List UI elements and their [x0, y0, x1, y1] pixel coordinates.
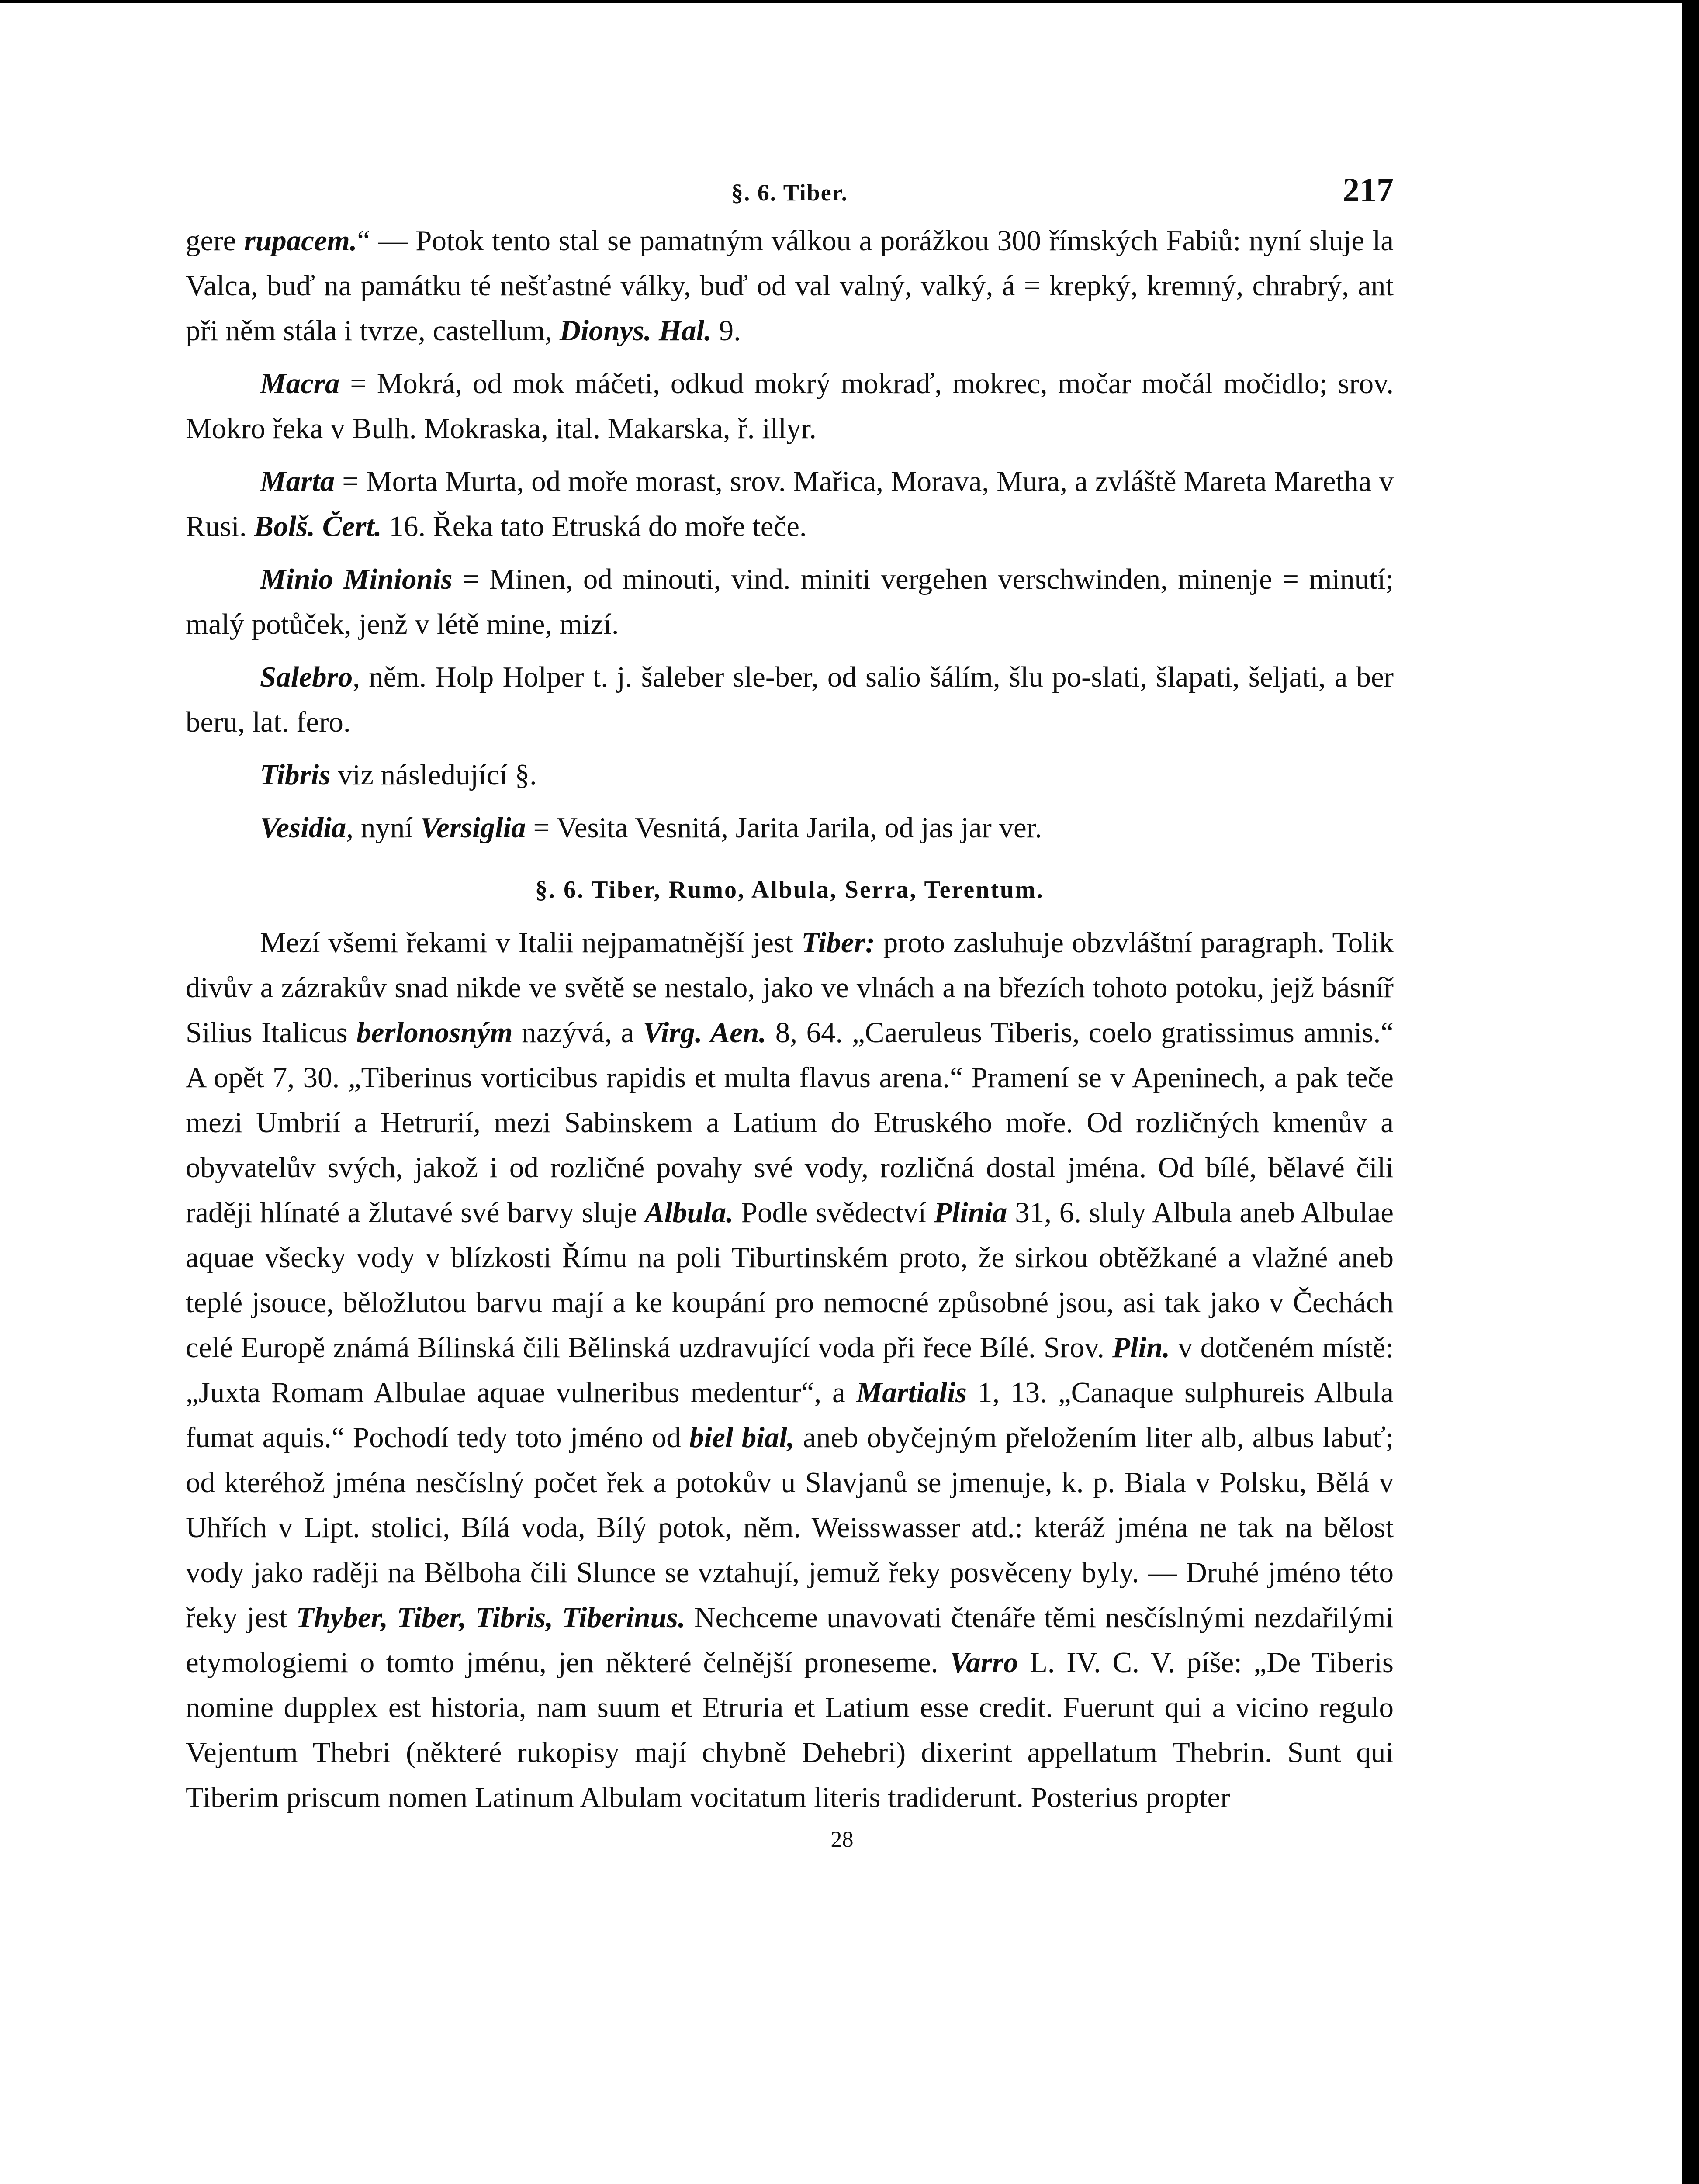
running-title: §. 6. Tiber.	[731, 180, 848, 206]
entry-tibris: Tibris viz následující §.	[260, 759, 537, 791]
paragraph-tiber: Mezí všemi řekami v Italii nejpamatnější jest Tiber: proto zasluhuje obzvláštní paragraph. Tolik divův a zázrakův snad nikde ve světě se nestalo, jako ve vlnách a na březích tohoto potoku, jejž básníř Silius Italicus berlonosným nazývá, a Virg. Aen. 8, 64. „Caeruleus Tiberis, coelo gratissimus amnis.“ A opět 7, 30. „Tiberinus vorticibus rapidis et multa flavus arena.“ Pramení se v Apeninech, a pak teče mezi Umbrií a Hetrurií, mezi Sabinskem a Latium do Etruského moře. Od rozličných kmenův a obyvatelův svých, jakož i od rozličné povahy své vody, rozličná dostal jména. Od bílé, bělavé čili raději hlínaté a žlutavé své barvy sluje Albula. Podle svědectví Plinia 31, 6. sluly Albula aneb Albulae aquae všecky vody v blízkosti Římu na poli Tiburtinském proto, že sirkou obtěžkané a vlažné aneb teplé jsouce, běložlutou barvu mají a ke koupání pro nemocné způsobné jsou, asi tak jako v Čechách celé Europě známá Bílinská čili Bělinská uzdravující voda při řece Bílé. Srov. Plin. v dotčeném místě: „Juxta Romam Albulae aquae vulneribus medentur“, a Martialis 1, 13. „Canaque sulphureis Albula fumat aquis.“ Pochodí tedy toto jméno od biel bial, aneb obyčejným přeložením liter alb, albus labuť; od kteréhož jména nesčíslný počet řek a potokův u Slavjanů se jmenuje, k. p. Biala v Polsku, Bělá v Uhřích v Lipt. stolici, Bílá voda, Bílý potok, něm. Weisswasser atd.: kteráž jména ne tak na bělost vody jako raději na Bělboha čili Slunce se vztahují, jemuž řeky posvěceny byly. — Druhé jméno této řeky jest Thyber, Tiber, Tibris, Tiberinus. Nechceme unavovati čtenáře těmi nesčíslnými nezdařilými etymologiemi o tomto jménu, jen některé čelnější proneseme. Varro L. IV. C. V. píše: „De Tiberis nomine dupplex est historia, nam suum et Etruria et Latium esse credit. Fuerunt qui a vicino regulo Vejentum Thebri (některé rukopisy mají chybně Dehebri) dixerint appellatum Thebrin. Sunt qui Tiberim priscum nomen Latinum Albulam vocitatum literis tradiderunt. Posterius propter	[186, 926, 1394, 1814]
scan-border-right	[1682, 0, 1699, 2184]
section-heading: §. 6. Tiber, Rumo, Albula, Serra, Terentum.	[535, 876, 1044, 903]
page-header	[186, 170, 1394, 218]
paragraph-fabii: gere rupacem.“ — Potok tento stal se pamatným válkou a porážkou 300 římských Fabiů: nyní sluje la Valca, buď na památku té nešťastné války, buď od val valný, valký, á = krepký, kremný, chrabrý, ant při něm stála i tvrze, castellum, Dionys. Hal. 9.	[186, 225, 1394, 347]
page-number: 217	[1343, 171, 1394, 209]
entry-marta: Marta = Morta Murta, od moře morast, srov. Mařica, Morava, Mura, a zvláště Mareta Maretha v Rusi. Bolš. Čert. 16. Řeka tato Etruská do moře teče.	[186, 465, 1394, 543]
entry-vesidia: Vesidia, nyní Versiglia = Vesita Vesnitá, Jarita Jarila, od jas jar ver.	[260, 812, 1042, 844]
entry-macra: Macra = Mokrá, od mok máčeti, odkud mokrý mokraď, mokrec, močar močál močidlo; srov. Mokro řeka v Bulh. Mokraska, ital. Makarska, ř. illyr.	[186, 367, 1394, 445]
page	[186, 170, 1394, 1855]
entry-minio: Minio Minionis = Minen, od minouti, vind. miniti vergehen verschwinden, minenje = minutí; malý potůček, jenž v létě mine, mizí.	[186, 563, 1394, 640]
scan-border-top	[0, 0, 1699, 3]
entry-salebro: Salebro, něm. Holp Holper t. j. šaleber sle-ber, od salio šálím, šlu po-slati, šlapati, šeljati, a ber beru, lat. fero.	[186, 661, 1394, 738]
signature-mark: 28	[830, 1827, 854, 1852]
